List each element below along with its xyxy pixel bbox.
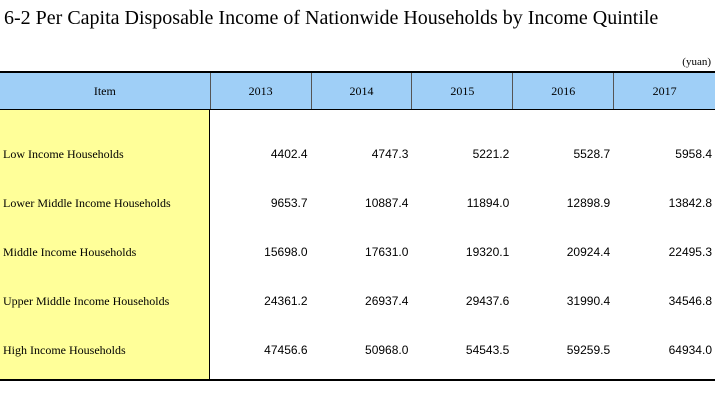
table-row (0, 242, 715, 262)
table-cell: 64934.0 (668, 343, 712, 357)
table-cell: 17631.0 (365, 245, 409, 259)
table-cell: 10887.4 (365, 196, 409, 210)
table-cell: 4747.3 (371, 147, 409, 161)
unit-label: (yuan) (682, 56, 711, 68)
page-title: 6-2 Per Capita Disposable Income of Nationwide Households by Income Quintile (4, 7, 659, 29)
table-cell: 19320.1 (465, 245, 510, 259)
row-label: High Income Households (3, 342, 126, 357)
table-cell: 5958.4 (675, 147, 712, 161)
table-cell: 9653.7 (270, 196, 308, 210)
header-year-2013: 2013 (210, 73, 311, 109)
table-cell: 26937.4 (365, 294, 409, 308)
bottom-rule (0, 379, 715, 381)
header-year-2014: 2014 (311, 73, 412, 109)
header-item: Item (93, 83, 116, 98)
table-cell: 47456.6 (264, 343, 308, 357)
table-cell: 5221.2 (472, 147, 510, 161)
table-cell: 11894.0 (466, 196, 510, 210)
header-year-2016: 2016 (512, 73, 613, 109)
row-label: Upper Middle Income Households (3, 293, 170, 308)
table-cell: 29437.6 (465, 294, 510, 308)
table-cell: 13842.8 (668, 196, 712, 210)
table-cell: 22495.3 (668, 245, 712, 259)
income-table (0, 71, 715, 381)
row-label: Middle Income Households (3, 244, 137, 259)
table-row (0, 193, 715, 213)
header-year-2015: 2015 (411, 73, 512, 109)
table-row (0, 144, 715, 164)
table-cell: 24361.2 (264, 294, 308, 308)
table-cell: 12898.9 (566, 196, 611, 210)
table-cell: 50968.0 (365, 343, 409, 357)
table-cell: 31990.4 (566, 294, 611, 308)
table-cell: 5528.7 (573, 147, 611, 161)
header-year-2017: 2017 (613, 73, 715, 109)
row-label: Lower Middle Income Households (3, 195, 171, 210)
table-row (0, 340, 715, 360)
table-cell: 4402.4 (270, 147, 308, 161)
table-cell: 34546.8 (668, 294, 712, 308)
table-header (0, 73, 715, 110)
row-label: Low Income Households (3, 146, 124, 161)
table-cell: 59259.5 (566, 343, 611, 357)
table-cell: 20924.4 (566, 245, 611, 259)
table-cell: 54543.5 (465, 343, 510, 357)
table-cell: 15698.0 (264, 245, 308, 259)
table-row (0, 291, 715, 311)
